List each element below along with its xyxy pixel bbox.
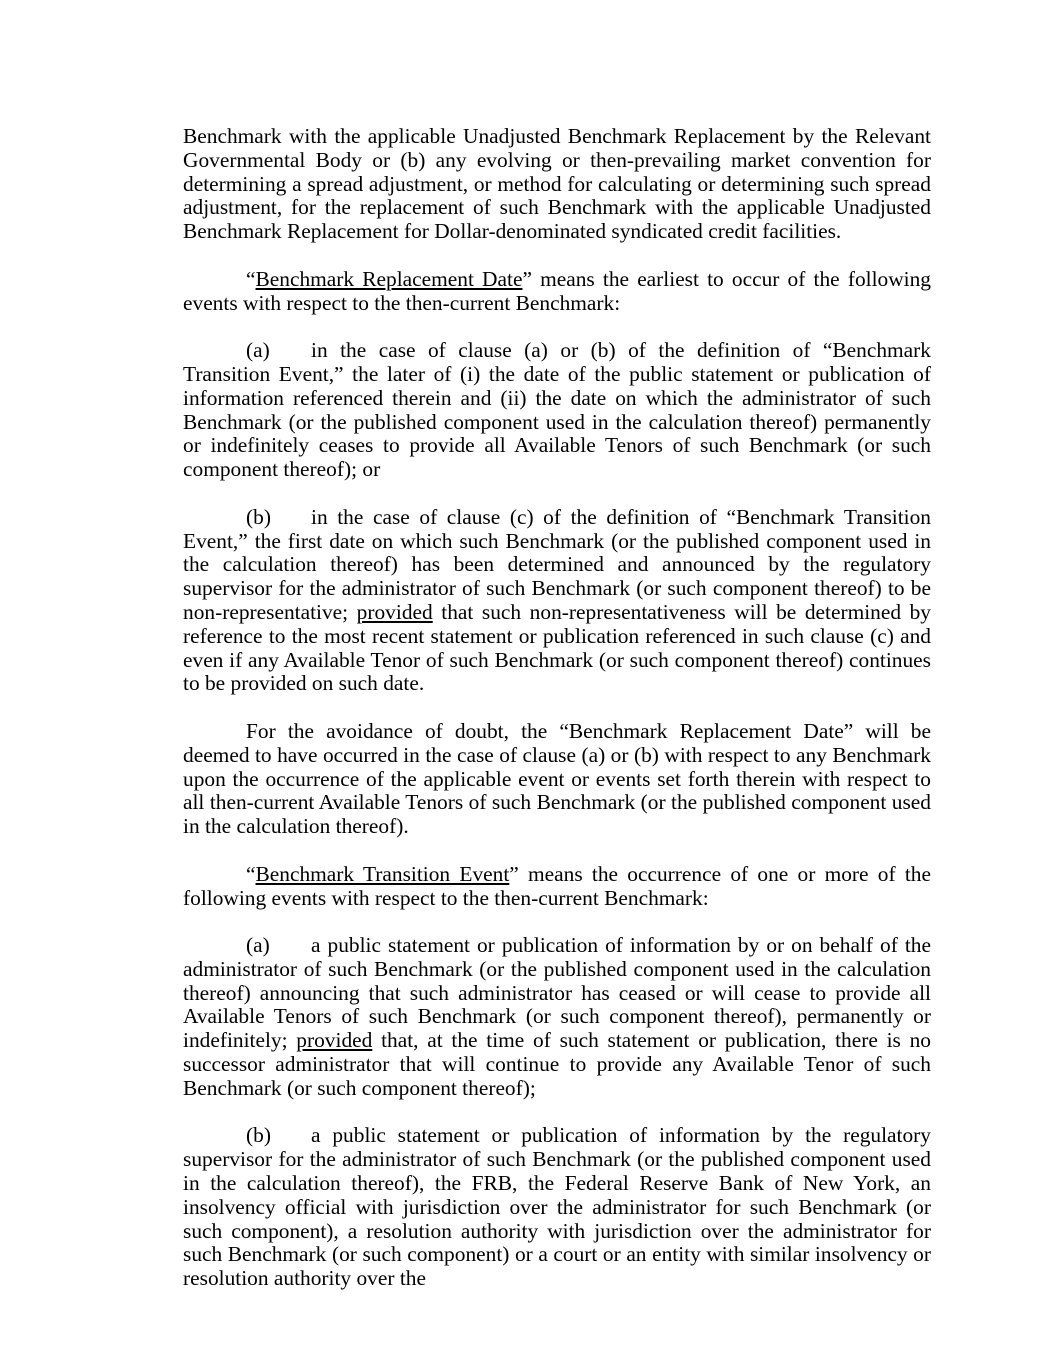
paragraph [183, 934, 931, 1101]
document-content [183, 125, 931, 1291]
text-run: in the case of clause (c) of the definition of “Benchmark Transition Event,” the first date on which such Benchmark (or the published component used in the calculation thereof) has been determined and announced by the regulatory supervisor for the administrator of such Benchmark (or such component thereof) to be non-representative; [183, 504, 931, 624]
text-run: Benchmark with the applicable Unadjusted Benchmark Replacement by the Relevant Governmental Body or (b) any evolving or then-prevailing market convention for determining a spread adjustment, or method for calculating or determining such spread adjustment, for the replacement of such Benchmark with the applicable Unadjusted Benchmark Replacement for Dollar-denominated syndicated credit facilities. [183, 124, 931, 244]
text-run: “ [246, 861, 256, 886]
text-run: that such non-representativeness will be determined by reference to the most recent statement or publication referenced in such clause (c) and even if any Available Tenor of such Benchmark (or such component thereof) continues to be provided on such date. [183, 599, 931, 696]
text-run: a public statement or publication of information by the regulatory supervisor for the administrator of such Benchmark (or the published component used in the calculation thereof), the FRB, the Federal Reserve Bank of New York, an insolvency official with jurisdiction over the administrator for such Benchmark (or such component), a resolution authority with jurisdiction over the administrator for such Benchmark (or such component) or a court or an entity with similar insolvency or resolution authority over the [183, 1123, 931, 1291]
paragraph [183, 268, 931, 316]
clause-label: (a) [246, 933, 270, 958]
paragraph [183, 720, 931, 839]
clause-label: (a) [246, 338, 270, 363]
paragraph [183, 125, 931, 244]
defined-term: provided [356, 599, 433, 624]
text-run: For the avoidance of doubt, the “Benchmark Replacement Date” will be deemed to have occurred in the case of clause (a) or (b) with respect to any Benchmark upon the occurrence of the applicable event or events set forth therein with respect to all then-current Available Tenors of such Benchmark (or the published component used in the calculation thereof). [183, 718, 931, 839]
defined-term: provided [296, 1028, 373, 1053]
text-run: in the case of clause (a) or (b) of the definition of “Benchmark Transition Event,” the later of (i) the date of the public statement or publication of information referenced therein and (ii) the date on which the administrator of such Benchmark (or the published component used in the calculation thereof) permanently or indefinitely ceases to provide all Available Tenors of such Benchmark (or such component thereof); or [183, 338, 931, 482]
text-run: that, at the time of such statement or publication, there is no successor administrator that will continue to provide any Available Tenor of such Benchmark (or such component thereof); [183, 1028, 931, 1100]
clause-label: (b) [246, 1123, 271, 1148]
defined-term: Benchmark Transition Event [255, 861, 510, 886]
paragraph [183, 339, 931, 482]
paragraph [183, 1124, 931, 1291]
clause-label: (b) [246, 504, 271, 529]
text-run: ” means the occurrence of one or more of the following events with respect to the then-current Benchmark: [183, 861, 931, 910]
text-run: a public statement or publication of information by or on behalf of the administrator of such Benchmark (or the published component used in the calculation thereof) announcing that such administrator has ceased or will cease to provide all Available Tenors of such Benchmark (or such component thereof), permanently or indefinitely; [183, 933, 931, 1053]
defined-term: Benchmark Replacement Date [255, 266, 523, 291]
text-run: “ [246, 266, 256, 291]
text-run: ” means the earliest to occur of the following events with respect to the then-current Benchmark: [183, 266, 932, 315]
paragraph [183, 863, 931, 911]
paragraph [183, 506, 931, 696]
